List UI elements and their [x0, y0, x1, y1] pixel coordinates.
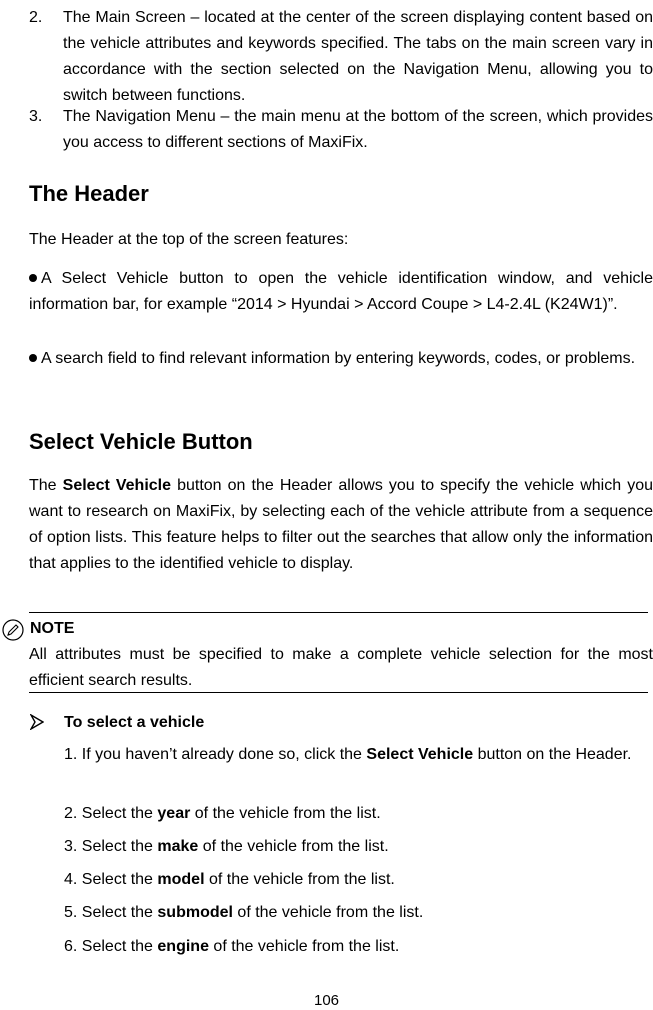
note-bottom-rule: [29, 692, 648, 693]
step-text: 1. If you haven’t already done so, click the: [64, 746, 362, 763]
step-bold: year: [157, 805, 191, 822]
arrow-bullet-icon: [30, 714, 44, 730]
page-number: 106: [313, 992, 340, 1009]
list-item: [29, 5, 653, 104]
bullet-item: [29, 266, 653, 318]
step-text: 5. Select the: [64, 904, 153, 921]
bullet-item: [29, 346, 653, 372]
section-heading-header: The Header: [29, 181, 149, 206]
step-text: of the vehicle from the list.: [237, 904, 424, 921]
bullet-dot-icon: [29, 274, 37, 282]
procedure-step: [64, 934, 653, 960]
item-text: The Navigation Menu – the main menu at the bottom of the screen, which provides you access to different sections of MaxiFix.: [63, 108, 653, 151]
step-text: of the vehicle from the list.: [202, 838, 389, 855]
step-bold: model: [157, 871, 205, 888]
step-text: 3. Select the: [64, 838, 153, 855]
procedure-step: [64, 900, 653, 926]
bullet-text: A Select Vehicle button to open the vehicle identification window, and vehicle information bar, for example “2014 > Hyundai > Accord Coupe > L4-2.4L (K24W1)”.: [29, 270, 653, 313]
step-text: button on the Header.: [477, 746, 632, 763]
step-text: 2. Select the: [64, 805, 153, 822]
note-top-rule: [29, 612, 648, 613]
list-item: [29, 104, 653, 158]
step-bold: Select Vehicle: [366, 746, 474, 763]
step-bold: engine: [157, 938, 209, 955]
para-rest: button on the Header allows you to specify the vehicle which you want to research on MaxiFix, by selecting each of the vehicle attribute from a sequence of option lists. This feature helps to filter out the searches that allow only the information that applies to the identified vehicle to display.: [29, 477, 653, 572]
para-prefix: The: [29, 477, 57, 494]
bullet-dot-icon: [29, 354, 37, 362]
step-bold: make: [157, 838, 199, 855]
step-text: of the vehicle from the list.: [208, 871, 395, 888]
procedure-step: [64, 801, 653, 827]
item-text: The Main Screen – located at the center of the screen displaying content based on the vehicle attributes and keywords specified. The tabs on the main screen vary in accordance with the section selected on the Navigation Menu, allowing you to switch between functions.: [63, 9, 653, 104]
step-text: 4. Select the: [64, 871, 153, 888]
procedure-title: To select a vehicle: [64, 714, 205, 731]
bullet-text: A search field to find relevant information by entering keywords, codes, or problems.: [41, 350, 636, 367]
step-text: of the vehicle from the list.: [213, 938, 400, 955]
item-number: 3.: [29, 108, 43, 125]
procedure-step: [64, 834, 653, 860]
para-bold: Select Vehicle: [62, 477, 172, 494]
procedure-step: [64, 867, 653, 893]
step-text: of the vehicle from the list.: [194, 805, 381, 822]
step-bold: submodel: [157, 904, 233, 921]
section-paragraph: [29, 473, 653, 577]
procedure-step: [64, 742, 653, 768]
section-intro: The Header at the top of the screen features:: [29, 231, 349, 248]
item-number: 2.: [29, 9, 43, 26]
step-text: 6. Select the: [64, 938, 153, 955]
section-heading-select-vehicle: Select Vehicle Button: [29, 429, 253, 454]
pencil-note-icon: [2, 619, 24, 641]
note-label: NOTE: [30, 620, 75, 637]
note-text: All attributes must be specified to make a complete vehicle selection for the most efficient search results.: [29, 646, 653, 689]
